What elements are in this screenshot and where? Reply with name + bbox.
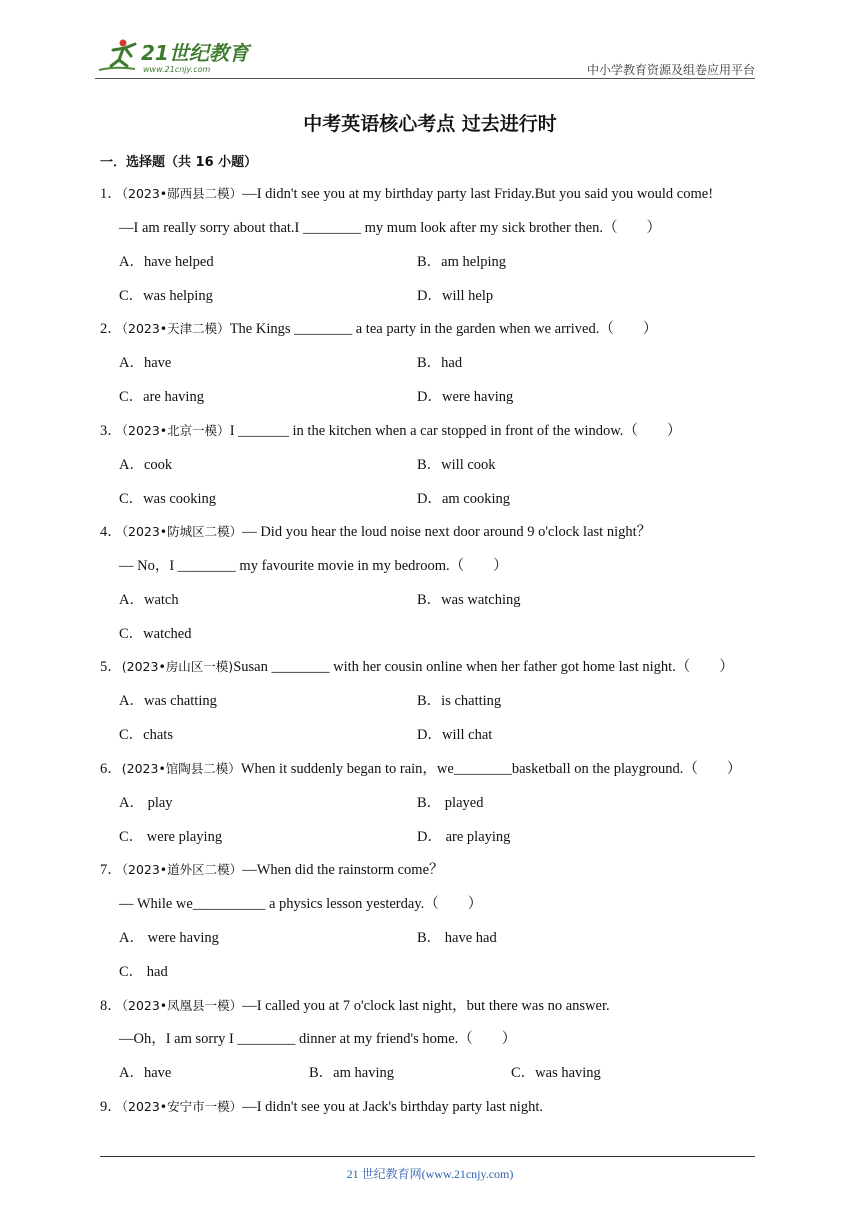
question-3: 3．（2023•北京一模）I _______ in the kitchen when a car stopped in front of the window.（ ） bbox=[100, 423, 682, 439]
q5-option-a[interactable]: A．was chatting bbox=[119, 693, 217, 709]
platform-name: 中小学教育资源及组卷应用平台 bbox=[586, 63, 755, 77]
q2-option-d[interactable]: D．were having bbox=[417, 389, 514, 405]
q1-option-a[interactable]: A．have helped bbox=[119, 254, 214, 270]
question-4: 4．（2023•防城区二模）— Did you hear the loud noise next door around 9 o'clock last night？ bbox=[100, 524, 652, 540]
q3-option-d[interactable]: D．am cooking bbox=[417, 491, 511, 507]
question-4-line2: — No，I ________ my favourite movie in my bedroom.（ ） bbox=[119, 558, 508, 574]
q3-option-c[interactable]: C．was cooking bbox=[119, 491, 217, 507]
q8-option-c[interactable]: C．was having bbox=[511, 1065, 601, 1081]
q8-option-b[interactable]: B．am having bbox=[309, 1065, 394, 1081]
question-9: 9．（2023•安宁市一模）—I didn't see you at Jack's birthday party last night. bbox=[100, 1099, 543, 1115]
question-5: 5．(2023•房山区一模)Susan ________ with her cousin online when her father got home last night.（ ） bbox=[100, 659, 734, 675]
q1-option-c[interactable]: C．was helping bbox=[119, 288, 213, 304]
q1-option-d[interactable]: D．will help bbox=[417, 288, 494, 304]
q6-option-b[interactable]: B． played bbox=[417, 795, 484, 811]
q1-option-b[interactable]: B．am helping bbox=[417, 254, 507, 270]
q6-option-c[interactable]: C． were playing bbox=[119, 829, 223, 845]
q6-option-d[interactable]: D． are playing bbox=[417, 829, 511, 845]
q8-option-a[interactable]: A．have bbox=[119, 1065, 172, 1081]
q5-option-d[interactable]: D．will chat bbox=[417, 727, 493, 743]
q3-option-a[interactable]: A．cook bbox=[119, 457, 173, 473]
q2-option-a[interactable]: A．have bbox=[119, 355, 172, 371]
q4-option-a[interactable]: A．watch bbox=[119, 592, 179, 608]
page-header bbox=[95, 30, 755, 80]
question-2: 2．（2023•天津二模）The Kings ________ a tea party in the garden when we arrived.（ ） bbox=[100, 321, 658, 337]
q4-option-b[interactable]: B．was watching bbox=[417, 592, 521, 608]
question-6: 6．(2023•馆陶县二模）When it suddenly began to rain，we________basketball on the playground.（ ） bbox=[100, 761, 742, 777]
logo-text: 21世纪教育 bbox=[141, 41, 249, 65]
q7-option-c[interactable]: C． had bbox=[119, 964, 168, 980]
q7-option-a[interactable]: A． were having bbox=[119, 930, 219, 946]
logo-url: www.21cnjy.com bbox=[143, 65, 211, 74]
logo-icon bbox=[95, 36, 255, 76]
section-heading: 一．选择题（共 16 小题） bbox=[100, 155, 258, 170]
q5-option-b[interactable]: B．is chatting bbox=[417, 693, 502, 709]
q5-option-c[interactable]: C．chats bbox=[119, 727, 173, 743]
q6-option-a[interactable]: A． play bbox=[119, 795, 173, 811]
page-title: 中考英语核心考点 过去进行时 bbox=[303, 113, 557, 135]
q2-option-b[interactable]: B．had bbox=[417, 355, 463, 371]
q7-option-b[interactable]: B． have had bbox=[417, 930, 497, 946]
question-7-line2: — While we__________ a physics lesson yesterday.（ ） bbox=[119, 896, 483, 912]
question-1: 1．（2023•郧西县二模）—I didn't see you at my birthday party last Friday.But you said you would come! bbox=[100, 186, 714, 202]
question-8: 8．（2023•凤凰县一模）—I called you at 7 o'clock last night，but there was no answer. bbox=[100, 998, 610, 1014]
question-8-line2: —Oh，I am sorry I ________ dinner at my friend's home.（ ） bbox=[119, 1031, 517, 1047]
q4-option-c[interactable]: C．watched bbox=[119, 626, 192, 642]
q3-option-b[interactable]: B．will cook bbox=[417, 457, 496, 473]
question-1-line2: —I am really sorry about that.I ________ my mum look after my sick brother then.（ ） bbox=[119, 220, 662, 236]
footer-divider bbox=[100, 1156, 755, 1157]
header-divider bbox=[95, 78, 755, 79]
q2-option-c[interactable]: C．are having bbox=[119, 389, 204, 405]
footer-text: 21 世纪教育网(www.21cnjy.com) bbox=[346, 1167, 514, 1181]
question-7: 7．（2023•道外区二模）—When did the rainstorm come？ bbox=[100, 862, 444, 878]
